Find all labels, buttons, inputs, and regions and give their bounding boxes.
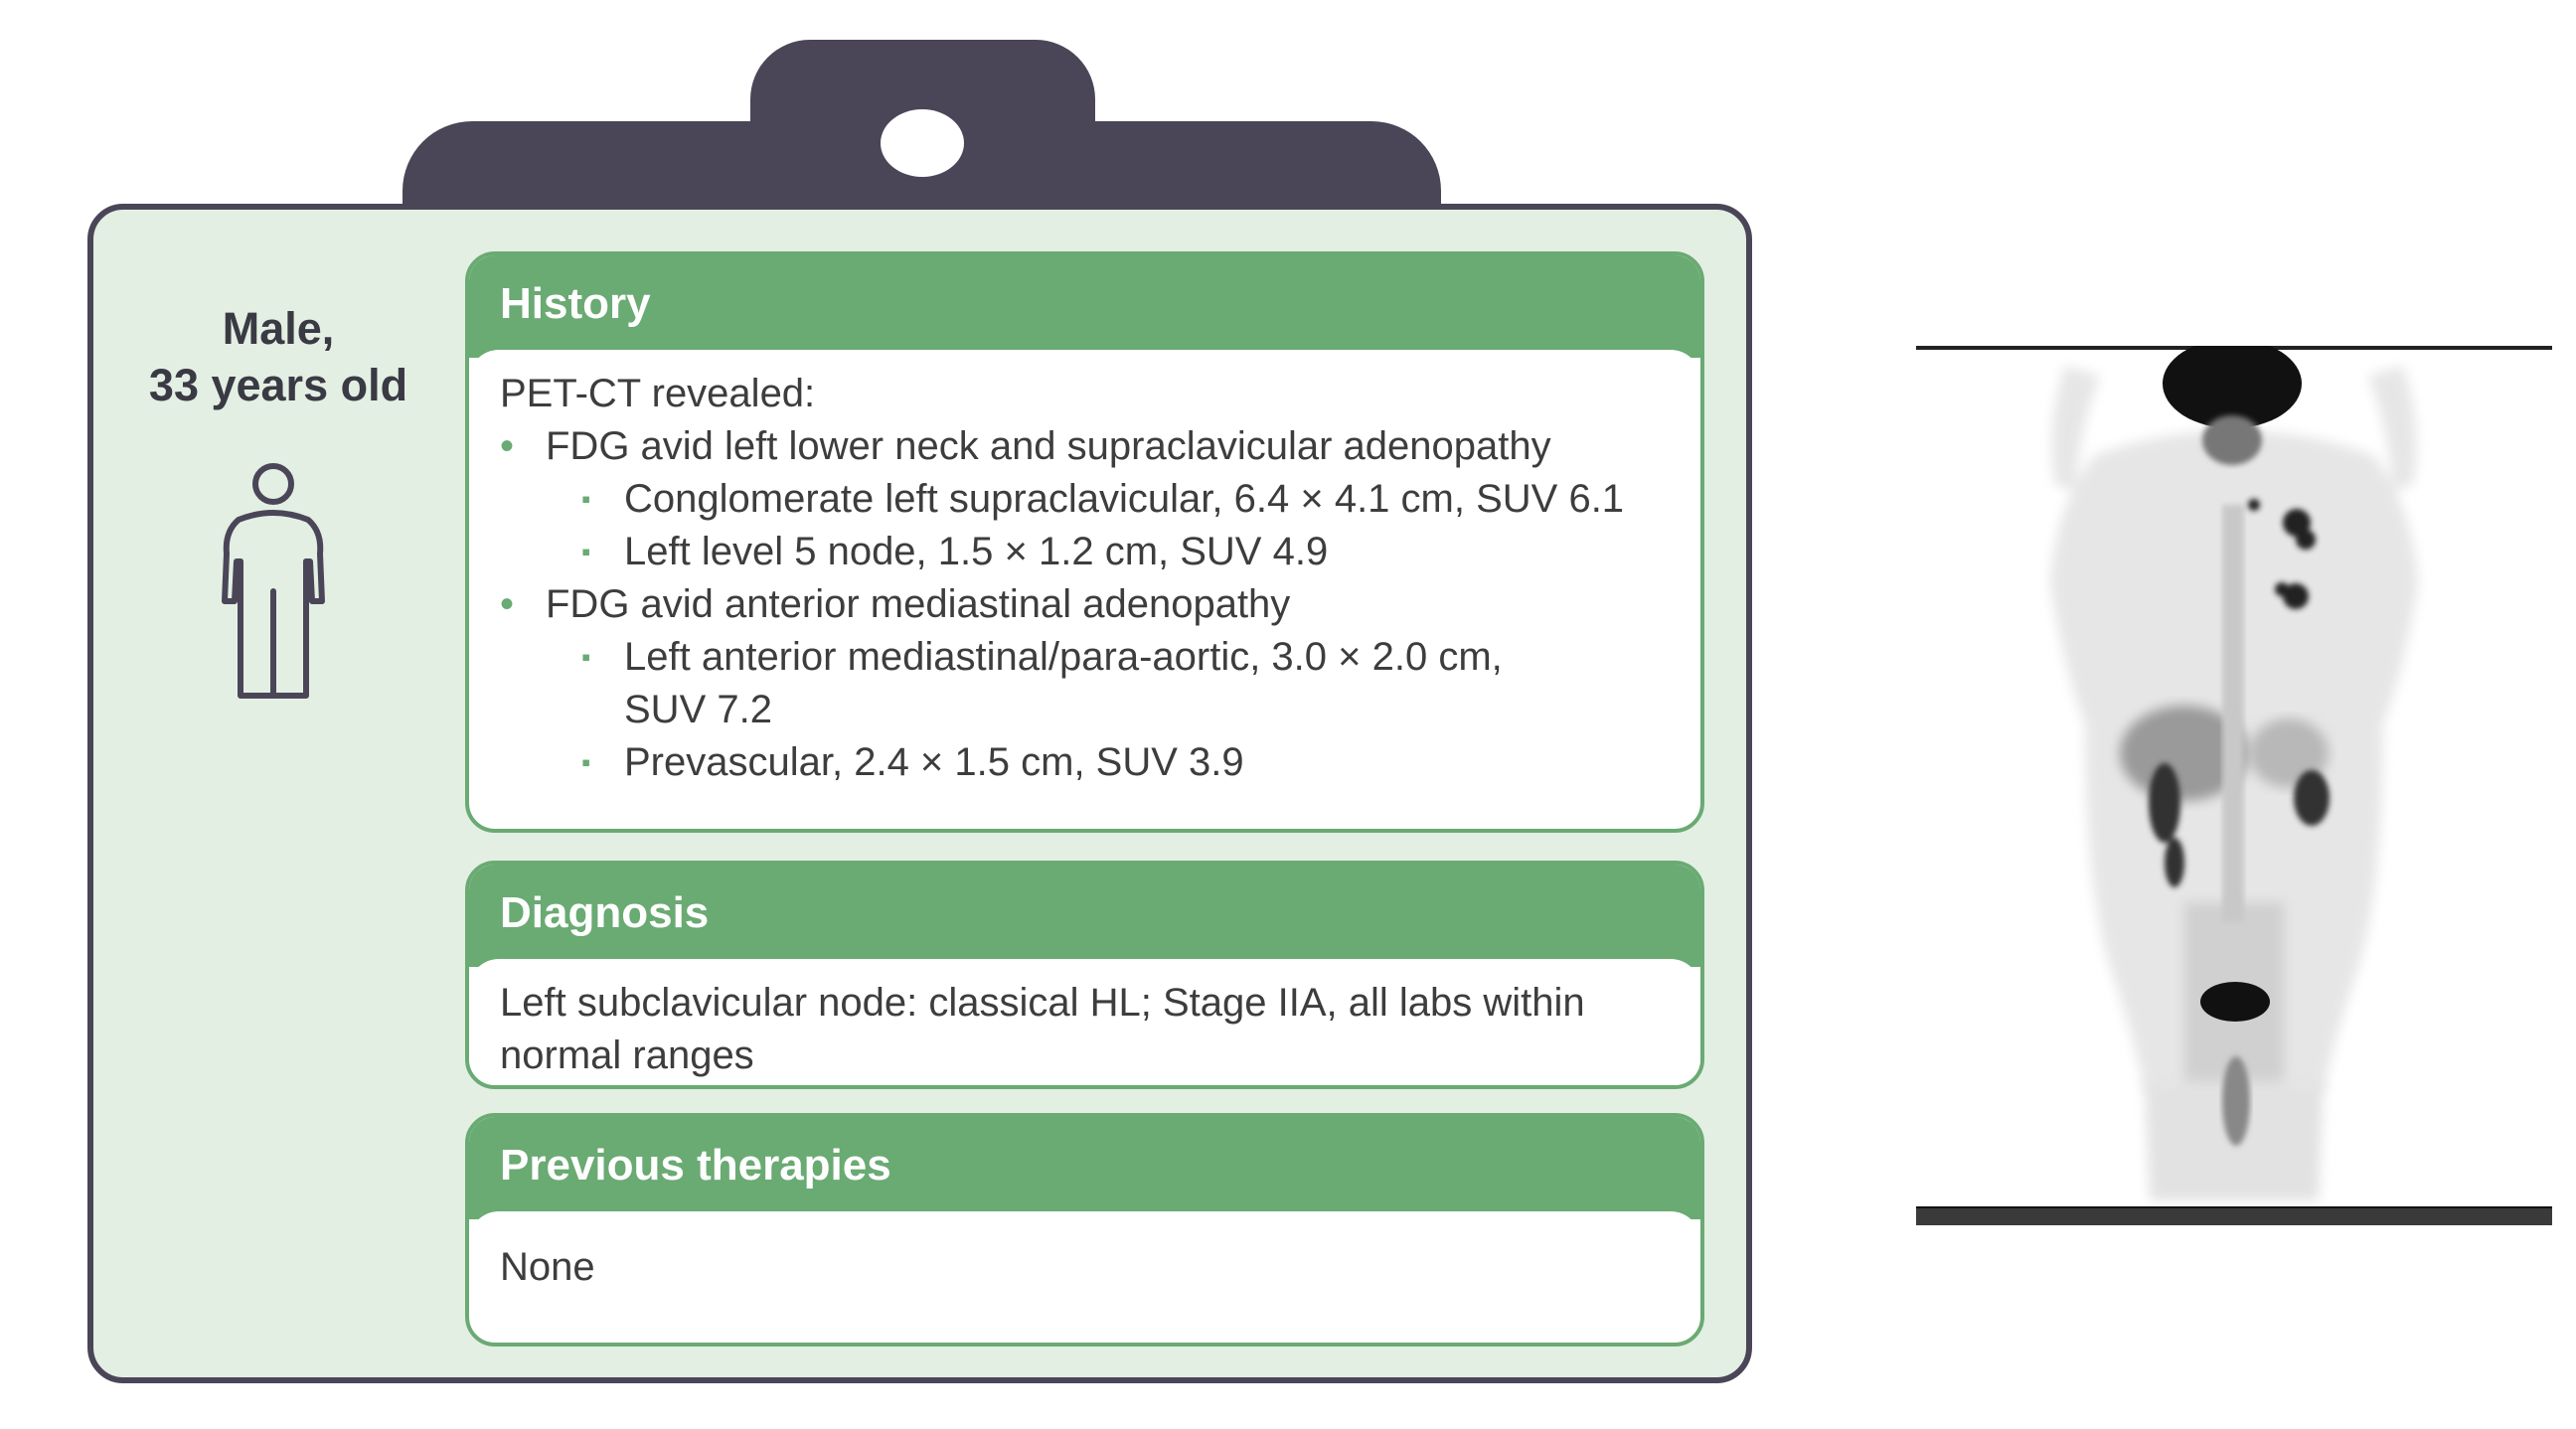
history-card	[465, 251, 1704, 833]
history-subitem: ▪ Prevascular, 2.4 × 1.5 cm, SUV 3.9	[500, 736, 1671, 789]
therapies-body	[469, 1211, 1700, 1304]
diagnosis-card	[465, 861, 1704, 1089]
history-subitem: ▪ Conglomerate left supraclavicular, 6.4 × 4.1 cm, SUV 6.1	[500, 473, 1671, 526]
diagnosis-body	[469, 959, 1700, 1089]
history-item: • FDG avid anterior mediastinal adenopathy	[500, 578, 1671, 631]
therapies-heading: Previous therapies	[469, 1117, 1700, 1219]
patient-age: 33 years old	[148, 360, 408, 410]
therapies-card	[465, 1113, 1704, 1347]
history-item: • FDG avid left lower neck and supraclavicular adenopathy	[500, 420, 1671, 473]
diagnosis-heading: Diagnosis	[469, 865, 1700, 967]
diagnosis-text: Left subclavicular node: classical HL; Stage IIA, all labs within normal ranges	[500, 981, 1585, 1077]
person-icon	[219, 462, 328, 701]
history-intro: PET-CT revealed:	[500, 372, 816, 415]
clipboard-hole	[881, 109, 964, 177]
history-subitem: ▪ Left level 5 node, 1.5 × 1.2 cm, SUV 4.9	[500, 526, 1671, 578]
pet-ct-scan-image	[1916, 346, 2552, 1225]
patient-sex: Male,	[222, 303, 335, 354]
therapies-text: None	[500, 1245, 595, 1289]
history-subitem: ▪ Left anterior mediastinal/para-aortic, 3.0 × 2.0 cm, SUV 7.2	[500, 631, 1519, 736]
history-list	[500, 420, 1671, 789]
patient-label	[129, 300, 427, 413]
history-heading: History	[469, 255, 1700, 358]
history-body	[469, 350, 1700, 799]
